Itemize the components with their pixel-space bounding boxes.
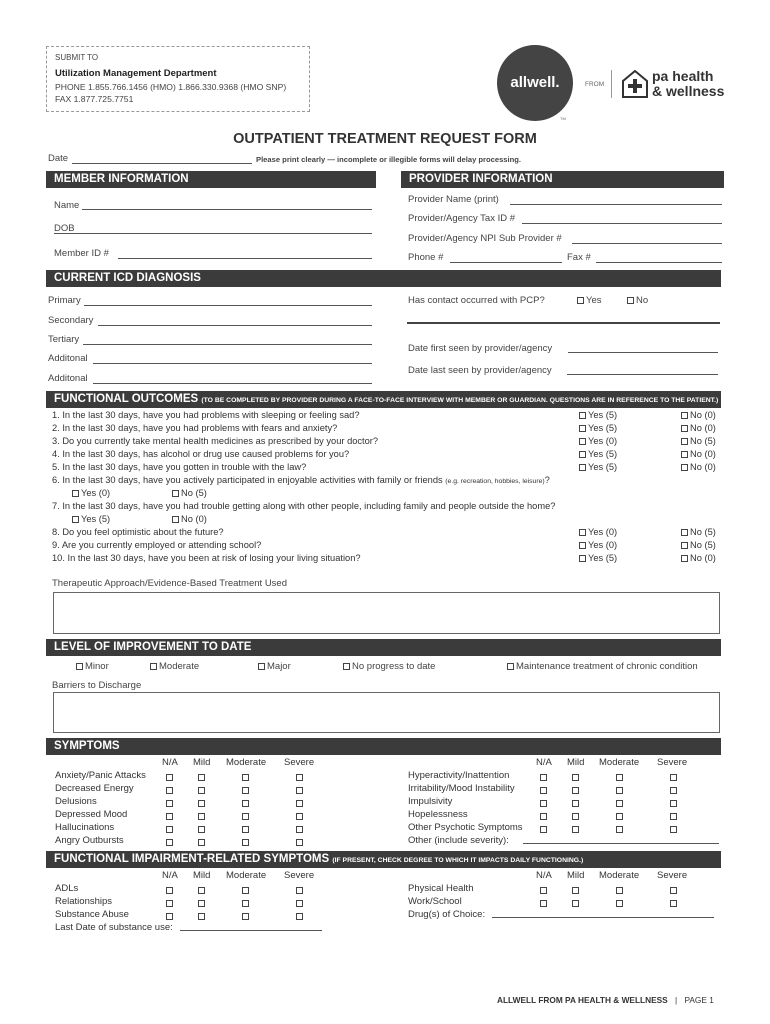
checkbox[interactable] bbox=[572, 787, 579, 794]
member-dob-field[interactable] bbox=[54, 233, 372, 234]
col-mild: Mild bbox=[193, 757, 211, 768]
question-9: 9. Are you currently employed or attending school? bbox=[52, 540, 262, 550]
checkbox[interactable] bbox=[198, 813, 205, 820]
checkbox[interactable] bbox=[572, 774, 579, 781]
provider-npi-field[interactable] bbox=[572, 243, 722, 244]
checkbox[interactable] bbox=[296, 787, 303, 794]
q3-no-label: No (5) bbox=[690, 436, 716, 446]
maintenance-label: Maintenance treatment of chronic condition bbox=[516, 661, 698, 672]
q9-yes[interactable] bbox=[579, 540, 617, 550]
checkbox[interactable] bbox=[670, 774, 677, 781]
q5-no-checkbox[interactable] bbox=[681, 464, 688, 471]
symptom-checkboxes-left-moderate bbox=[242, 769, 251, 847]
symptom-checkboxes-left-na bbox=[166, 769, 175, 847]
checkbox[interactable] bbox=[670, 900, 677, 907]
question-8: 8. Do you feel optimistic about the future? bbox=[52, 527, 224, 537]
provider-name-label: Provider Name (print) bbox=[408, 194, 499, 205]
checkbox[interactable] bbox=[296, 813, 303, 820]
checkbox[interactable] bbox=[198, 826, 205, 833]
symptom-other-field[interactable] bbox=[523, 843, 719, 844]
improvement-major[interactable] bbox=[258, 661, 291, 672]
functional-header-text: FUNCTIONAL OUTCOMES bbox=[54, 393, 199, 405]
symptom-checkboxes-right-mild bbox=[572, 769, 581, 834]
checkbox[interactable] bbox=[670, 813, 677, 820]
checkbox[interactable] bbox=[242, 787, 249, 794]
allwell-logo bbox=[497, 45, 573, 121]
q9-no[interactable] bbox=[681, 540, 716, 550]
pa-health-text: pa health bbox=[652, 68, 714, 84]
major-checkbox[interactable] bbox=[258, 663, 265, 670]
no-progress-label: No progress to date bbox=[352, 661, 436, 672]
provider-phone-field[interactable] bbox=[450, 262, 562, 263]
q3-no[interactable] bbox=[681, 436, 716, 446]
checkbox[interactable] bbox=[296, 887, 303, 894]
q2-yes[interactable] bbox=[579, 423, 617, 433]
impairment-item: Work/School bbox=[408, 896, 462, 907]
q9-yes-label: Yes (0) bbox=[588, 540, 618, 550]
submit-fax: FAX 1.877.725.7751 bbox=[55, 94, 134, 104]
checkbox[interactable] bbox=[540, 826, 547, 833]
symptom-checkboxes-right-na bbox=[540, 769, 549, 834]
improvement-maintenance[interactable] bbox=[507, 661, 698, 672]
submit-to-box bbox=[46, 46, 310, 112]
symptom-checkboxes-right-severe bbox=[670, 769, 679, 834]
icd-additional-2-label: Additonal bbox=[48, 373, 88, 384]
last-date-label: Last Date of substance use: bbox=[55, 922, 173, 933]
logo-from: FROM bbox=[585, 81, 605, 88]
logo-divider bbox=[611, 70, 612, 98]
checkbox[interactable] bbox=[616, 774, 623, 781]
q5-yes-label: Yes (5) bbox=[588, 462, 618, 472]
q6-no-label: No (5) bbox=[181, 488, 207, 498]
symptom-item: Irritability/Mood Instability bbox=[408, 783, 515, 794]
impairment-header-sub: (IF PRESENT, CHECK DEGREE TO WHICH IT IMPACTS DAILY FUNCTIONING.) bbox=[332, 857, 584, 864]
checkbox[interactable] bbox=[166, 887, 173, 894]
symptoms-header bbox=[46, 738, 721, 755]
checkbox[interactable] bbox=[572, 826, 579, 833]
symptom-list-left bbox=[55, 769, 146, 847]
q7-no-label: No (0) bbox=[181, 514, 207, 524]
drugs-field[interactable] bbox=[492, 917, 714, 918]
member-id-field[interactable] bbox=[118, 258, 372, 259]
improvement-minor[interactable] bbox=[76, 661, 109, 672]
impairment-checkboxes-left-mild bbox=[198, 882, 207, 921]
footer-page: PAGE 1 bbox=[684, 995, 714, 1005]
symptoms-header-text: SYMPTOMS bbox=[54, 740, 120, 752]
impairment-item: Relationships bbox=[55, 896, 113, 907]
icd-additional-1-label: Additonal bbox=[48, 353, 88, 364]
q7-yes-checkbox[interactable] bbox=[72, 516, 79, 523]
checkbox[interactable] bbox=[540, 900, 547, 907]
checkbox[interactable] bbox=[540, 774, 547, 781]
symptom-item: Impulsivity bbox=[408, 796, 453, 807]
col-mild-right: Mild bbox=[567, 870, 585, 881]
first-seen-label: Date first seen by provider/agency bbox=[408, 343, 553, 354]
pcp-divider bbox=[407, 322, 720, 324]
q2-no[interactable] bbox=[681, 423, 716, 433]
col-moderate-right: Moderate bbox=[599, 870, 640, 881]
q1-yes[interactable] bbox=[579, 410, 617, 420]
col-na-right: N/A bbox=[536, 757, 552, 768]
provider-tax-label: Provider/Agency Tax ID # bbox=[408, 213, 516, 224]
pa-wellness-text: & wellness bbox=[652, 83, 725, 99]
pcp-yes-option[interactable] bbox=[577, 295, 602, 306]
q5-yes[interactable] bbox=[579, 462, 617, 472]
checkbox[interactable] bbox=[242, 913, 249, 920]
pcp-no-checkbox[interactable] bbox=[627, 297, 634, 304]
checkbox[interactable] bbox=[540, 800, 547, 807]
allwell-logo-text: allwell. bbox=[510, 74, 560, 91]
checkbox[interactable] bbox=[572, 800, 579, 807]
q4-yes-label: Yes (5) bbox=[588, 449, 618, 459]
question-10: 10. In the last 30 days, have you been at risk of losing your living situation? bbox=[52, 553, 361, 563]
question-1: 1. In the last 30 days, have you had problems with sleeping or feeling sad? bbox=[52, 410, 360, 420]
col-severe: Severe bbox=[284, 757, 315, 768]
symptom-checkboxes-right-moderate bbox=[616, 769, 625, 834]
q7-no[interactable] bbox=[172, 514, 207, 524]
checkbox[interactable] bbox=[198, 887, 205, 894]
question-3: 3. Do you currently take mental health medicines as prescribed by your doctor? bbox=[52, 436, 379, 446]
q6-yes[interactable] bbox=[72, 488, 110, 498]
question-6-example: (e.g. recreation, hobbies, leisure) bbox=[445, 478, 545, 485]
col-moderate: Moderate bbox=[226, 757, 267, 768]
col-mild-right: Mild bbox=[567, 757, 585, 768]
provider-info-header bbox=[401, 171, 724, 188]
col-severe-right: Severe bbox=[657, 870, 688, 881]
q9-no-checkbox[interactable] bbox=[681, 542, 688, 549]
member-info-header bbox=[46, 171, 376, 188]
checkbox[interactable] bbox=[166, 900, 173, 907]
col-severe: Severe bbox=[284, 870, 315, 881]
icd-additional-2-field[interactable] bbox=[93, 383, 372, 384]
functional-header-sub: (TO BE COMPLETED BY PROVIDER DURING A FACE-TO-FACE INTERVIEW WITH MEMBER OR GUARDIAN. QUESTIONS ARE IN REFERENCE TO THE PATIENT.) bbox=[201, 397, 719, 404]
date-field[interactable] bbox=[72, 163, 252, 164]
page-title: OUTPATIENT TREATMENT REQUEST FORM bbox=[233, 131, 537, 147]
checkbox[interactable] bbox=[166, 787, 173, 794]
q2-no-checkbox[interactable] bbox=[681, 425, 688, 432]
impairment-checkboxes-right-severe bbox=[670, 882, 679, 908]
icd-header bbox=[46, 270, 721, 287]
checkbox[interactable] bbox=[296, 800, 303, 807]
impairment-checkboxes-left-moderate bbox=[242, 882, 251, 921]
q4-yes[interactable] bbox=[579, 449, 617, 459]
major-label: Major bbox=[267, 661, 291, 672]
last-date-field[interactable] bbox=[180, 930, 322, 931]
checkbox[interactable] bbox=[242, 887, 249, 894]
therapeutic-textarea[interactable] bbox=[53, 592, 720, 634]
moderate-label: Moderate bbox=[159, 661, 200, 672]
submit-dept: Utilization Management Department bbox=[55, 68, 217, 79]
checkbox[interactable] bbox=[166, 913, 173, 920]
footer-brand: ALLWELL FROM PA HEALTH & WELLNESS bbox=[497, 995, 668, 1005]
checkbox[interactable] bbox=[296, 826, 303, 833]
minor-label: Minor bbox=[85, 661, 109, 672]
icd-header-text: CURRENT ICD DIAGNOSIS bbox=[54, 272, 201, 284]
symptom-item: Other Psychotic Symptoms bbox=[408, 822, 523, 833]
provider-header-text: PROVIDER INFORMATION bbox=[409, 173, 553, 185]
q7-yes[interactable] bbox=[72, 514, 110, 524]
checkbox[interactable] bbox=[242, 800, 249, 807]
date-label: Date bbox=[48, 153, 69, 164]
q10-no[interactable] bbox=[681, 553, 716, 563]
member-id-label: Member ID # bbox=[54, 248, 109, 259]
checkbox[interactable] bbox=[296, 900, 303, 907]
question-6 bbox=[52, 475, 550, 485]
improvement-header bbox=[46, 639, 721, 656]
q3-yes[interactable] bbox=[579, 436, 617, 446]
functional-outcomes-header bbox=[46, 391, 721, 408]
checkbox[interactable] bbox=[616, 887, 623, 894]
provider-phone-label: Phone # bbox=[408, 252, 444, 263]
barriers-label: Barriers to Discharge bbox=[52, 680, 142, 691]
col-moderate: Moderate bbox=[226, 870, 267, 881]
pcp-yes-label: Yes bbox=[586, 295, 602, 306]
q3-yes-label: Yes (0) bbox=[588, 436, 618, 446]
barriers-textarea[interactable] bbox=[53, 692, 720, 733]
q4-no[interactable] bbox=[681, 449, 716, 459]
checkbox[interactable] bbox=[166, 839, 173, 846]
checkbox[interactable] bbox=[242, 813, 249, 820]
q10-no-label: No (0) bbox=[690, 553, 716, 563]
icd-primary-label: Primary bbox=[48, 295, 81, 306]
impairment-checkboxes-right-na bbox=[540, 882, 549, 908]
question-7: 7. In the last 30 days, have you had trouble getting along with other people, including family and people outside the home? bbox=[52, 501, 556, 511]
symptom-checkboxes-left-mild bbox=[198, 769, 207, 847]
q6-yes-checkbox[interactable] bbox=[72, 490, 79, 497]
col-severe-right: Severe bbox=[657, 757, 688, 768]
checkbox[interactable] bbox=[616, 813, 623, 820]
symptom-item: Delusions bbox=[55, 796, 97, 807]
q7-yes-label: Yes (5) bbox=[81, 514, 111, 524]
checkbox[interactable] bbox=[540, 887, 547, 894]
submit-phone: PHONE 1.855.766.1456 (HMO) 1.866.330.9368 (HMO SNP) bbox=[55, 82, 287, 92]
checkbox[interactable] bbox=[198, 913, 205, 920]
q8-no-label: No (5) bbox=[690, 527, 716, 537]
q10-yes[interactable] bbox=[579, 553, 617, 563]
checkbox[interactable] bbox=[198, 787, 205, 794]
pcp-yes-checkbox[interactable] bbox=[577, 297, 584, 304]
q2-yes-checkbox[interactable] bbox=[579, 425, 586, 432]
checkbox[interactable] bbox=[616, 787, 623, 794]
question-6-text: 6. In the last 30 days, have you actively participated in enjoyable activities with family or friends bbox=[52, 475, 443, 485]
q8-no-checkbox[interactable] bbox=[681, 529, 688, 536]
symptom-item: Anxiety/Panic Attacks bbox=[55, 770, 146, 781]
symptom-item: Angry Outbursts bbox=[55, 835, 124, 846]
checkbox[interactable] bbox=[572, 887, 579, 894]
q5-no-label: No (0) bbox=[690, 462, 716, 472]
checkbox[interactable] bbox=[242, 839, 249, 846]
q9-no-label: No (5) bbox=[690, 540, 716, 550]
q6-no-checkbox[interactable] bbox=[172, 490, 179, 497]
symptom-item: Hallucinations bbox=[55, 822, 115, 833]
q5-no[interactable] bbox=[681, 462, 716, 472]
icd-tertiary-field[interactable] bbox=[83, 344, 372, 345]
checkbox[interactable] bbox=[670, 826, 677, 833]
q3-yes-checkbox[interactable] bbox=[579, 438, 586, 445]
symptom-checkboxes-left-severe bbox=[296, 769, 305, 847]
col-na: N/A bbox=[162, 757, 178, 768]
icd-tertiary-label: Tertiary bbox=[48, 334, 80, 345]
symptom-item: Hopelessness bbox=[408, 809, 468, 820]
impairment-item: Physical Health bbox=[408, 883, 474, 894]
impairment-header-text: FUNCTIONAL IMPAIRMENT-RELATED SYMPTOMS bbox=[54, 853, 330, 865]
q3-no-checkbox[interactable] bbox=[681, 438, 688, 445]
q8-yes-checkbox[interactable] bbox=[579, 529, 586, 536]
checkbox[interactable] bbox=[670, 787, 677, 794]
impairment-checkboxes-right-mild bbox=[572, 882, 581, 908]
icd-secondary-label: Secondary bbox=[48, 315, 94, 326]
improvement-no-progress[interactable] bbox=[343, 661, 435, 672]
impairment-checkboxes-left-severe bbox=[296, 882, 305, 921]
col-na: N/A bbox=[162, 870, 178, 881]
checkbox[interactable] bbox=[198, 839, 205, 846]
checkbox[interactable] bbox=[296, 774, 303, 781]
q6-yes-label: Yes (0) bbox=[81, 488, 111, 498]
checkbox[interactable] bbox=[540, 813, 547, 820]
checkbox[interactable] bbox=[616, 826, 623, 833]
symptom-item: Decreased Energy bbox=[55, 783, 134, 794]
therapeutic-label: Therapeutic Approach/Evidence-Based Treatment Used bbox=[52, 578, 287, 589]
checkbox[interactable] bbox=[572, 813, 579, 820]
q8-yes[interactable] bbox=[579, 527, 617, 537]
col-moderate-right: Moderate bbox=[599, 757, 640, 768]
member-header-text: MEMBER INFORMATION bbox=[54, 173, 189, 185]
submit-label: SUBMIT TO bbox=[55, 53, 99, 62]
checkbox[interactable] bbox=[296, 839, 303, 846]
icd-primary-field[interactable] bbox=[84, 305, 372, 306]
icd-secondary-field[interactable] bbox=[98, 325, 372, 326]
logo-tm: TM bbox=[560, 116, 566, 121]
checkbox[interactable] bbox=[166, 774, 173, 781]
symptom-list-right bbox=[408, 769, 523, 847]
improvement-header-text: LEVEL OF IMPROVEMENT TO DATE bbox=[54, 641, 252, 653]
member-dob-label: DOB bbox=[54, 223, 75, 234]
last-seen-label: Date last seen by provider/agency bbox=[408, 365, 552, 376]
drugs-label: Drug(s) of Choice: bbox=[408, 909, 486, 920]
impairment-item: ADLs bbox=[55, 883, 79, 894]
q8-yes-label: Yes (0) bbox=[588, 527, 618, 537]
impairment-list-left bbox=[55, 882, 173, 934]
q6-no[interactable] bbox=[172, 488, 207, 498]
checkbox[interactable] bbox=[198, 774, 205, 781]
checkbox[interactable] bbox=[242, 900, 249, 907]
symptom-item: Depressed Mood bbox=[55, 809, 128, 820]
col-na-right: N/A bbox=[536, 870, 552, 881]
q1-yes-label: Yes (5) bbox=[588, 410, 618, 420]
q4-no-label: No (0) bbox=[690, 449, 716, 459]
q10-no-checkbox[interactable] bbox=[681, 555, 688, 562]
provider-npi-label: Provider/Agency NPI Sub Provider # bbox=[408, 233, 562, 244]
moderate-checkbox[interactable] bbox=[150, 663, 157, 670]
checkbox[interactable] bbox=[616, 900, 623, 907]
q2-yes-label: Yes (5) bbox=[588, 423, 618, 433]
provider-fax-field[interactable] bbox=[596, 262, 722, 263]
member-name-field[interactable] bbox=[82, 209, 372, 210]
q1-yes-checkbox[interactable] bbox=[579, 412, 586, 419]
q10-yes-checkbox[interactable] bbox=[579, 555, 586, 562]
impairment-header bbox=[46, 851, 721, 868]
checkbox[interactable] bbox=[616, 800, 623, 807]
checkbox[interactable] bbox=[198, 900, 205, 907]
question-5: 5. In the last 30 days, have you gotten in trouble with the law? bbox=[52, 462, 307, 472]
pcp-question: Has contact occurred with PCP? bbox=[408, 295, 545, 306]
checkbox[interactable] bbox=[166, 813, 173, 820]
q7-no-checkbox[interactable] bbox=[172, 516, 179, 523]
provider-tax-field[interactable] bbox=[522, 223, 722, 224]
q4-yes-checkbox[interactable] bbox=[579, 451, 586, 458]
instructions: Please print clearly — incomplete or illegible forms will delay processing. bbox=[256, 155, 522, 164]
symptom-other-label: Other (include severity): bbox=[408, 835, 509, 846]
col-mild: Mild bbox=[193, 870, 211, 881]
pcp-no-label: No bbox=[636, 295, 649, 306]
minor-checkbox[interactable] bbox=[76, 663, 83, 670]
checkbox[interactable] bbox=[166, 800, 173, 807]
icd-additional-1-field[interactable] bbox=[93, 363, 372, 364]
question-6-end: ? bbox=[544, 475, 550, 485]
member-name-label: Name bbox=[54, 200, 80, 211]
footer bbox=[497, 995, 714, 1005]
checkbox[interactable] bbox=[670, 887, 677, 894]
impairment-list-right bbox=[408, 882, 485, 921]
checkbox[interactable] bbox=[242, 774, 249, 781]
first-seen-field[interactable] bbox=[568, 352, 718, 353]
no-progress-checkbox[interactable] bbox=[343, 663, 350, 670]
q1-no-checkbox[interactable] bbox=[681, 412, 688, 419]
question-4: 4. In the last 30 days, has alcohol or drug use caused problems for you? bbox=[52, 449, 350, 459]
q1-no[interactable] bbox=[681, 410, 716, 420]
checkbox[interactable] bbox=[572, 900, 579, 907]
pa-house-icon bbox=[622, 70, 648, 98]
checkbox[interactable] bbox=[198, 800, 205, 807]
provider-name-field[interactable] bbox=[510, 204, 722, 205]
impairment-checkboxes-left-na bbox=[166, 882, 175, 921]
footer-separator: | bbox=[675, 995, 678, 1005]
checkbox[interactable] bbox=[540, 787, 547, 794]
last-seen-field[interactable] bbox=[567, 374, 718, 375]
pcp-no-option[interactable] bbox=[627, 295, 648, 306]
q2-no-label: No (0) bbox=[690, 423, 716, 433]
q1-no-label: No (0) bbox=[690, 410, 716, 420]
q5-yes-checkbox[interactable] bbox=[579, 464, 586, 471]
q9-yes-checkbox[interactable] bbox=[579, 542, 586, 549]
q4-no-checkbox[interactable] bbox=[681, 451, 688, 458]
impairment-item: Substance Abuse bbox=[55, 909, 129, 920]
checkbox[interactable] bbox=[296, 913, 303, 920]
checkbox[interactable] bbox=[242, 826, 249, 833]
impairment-checkboxes-right-moderate bbox=[616, 882, 625, 908]
improvement-moderate[interactable] bbox=[150, 661, 199, 672]
symptom-item: Hyperactivity/Inattention bbox=[408, 770, 510, 781]
q10-yes-label: Yes (5) bbox=[588, 553, 618, 563]
checkbox[interactable] bbox=[670, 800, 677, 807]
checkbox[interactable] bbox=[166, 826, 173, 833]
provider-fax-label: Fax # bbox=[567, 252, 591, 263]
maintenance-checkbox[interactable] bbox=[507, 663, 514, 670]
question-2: 2. In the last 30 days, have you had problems with fears and anxiety? bbox=[52, 423, 338, 433]
q8-no[interactable] bbox=[681, 527, 716, 537]
